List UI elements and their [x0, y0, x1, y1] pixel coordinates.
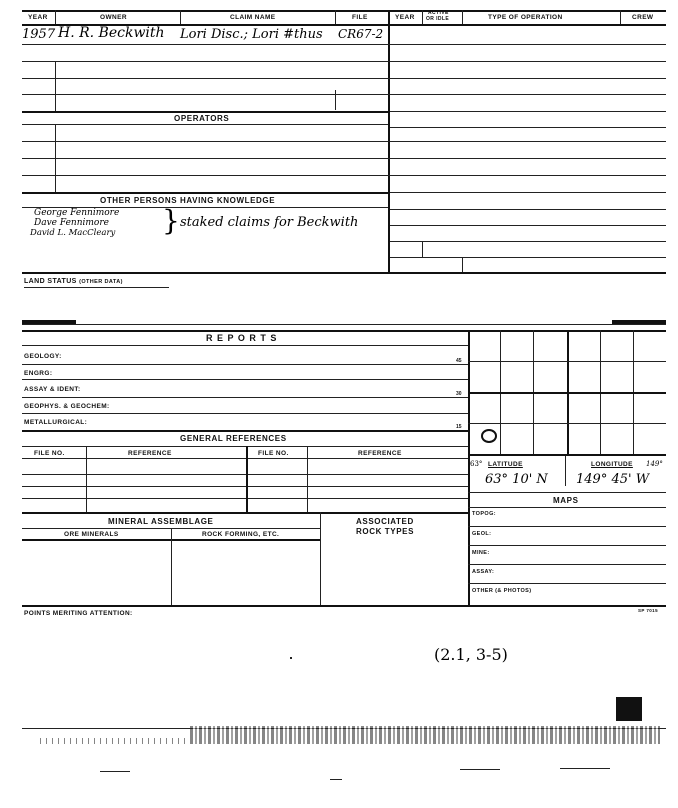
- report-engrg: ENGRG:: [24, 370, 53, 377]
- other-persons-title: OTHER PERSONS HAVING KNOWLEDGE: [100, 196, 276, 205]
- header-active: ACTIVE: [428, 10, 449, 16]
- person-1: George Fennimore: [34, 208, 120, 218]
- longitude-value: 149° 45' W: [576, 472, 650, 487]
- general-references-title: GENERAL REFERENCES: [180, 434, 287, 443]
- gr-header-reference-2: REFERENCE: [358, 450, 402, 457]
- points-meriting-attention: POINTS MERITING ATTENTION:: [24, 610, 133, 617]
- report-assay-num: 30: [456, 391, 462, 397]
- brace-mark: }: [162, 204, 180, 237]
- rock-forming-header: ROCK FORMING, ETC.: [202, 531, 280, 538]
- entry-file: CR67-2: [338, 27, 384, 41]
- persons-note: staked claims for Beckwith: [180, 215, 359, 230]
- header-file: FILE: [352, 14, 368, 21]
- gr-header-reference-1: REFERENCE: [128, 450, 172, 457]
- gr-header-file-no-1: FILE NO.: [34, 450, 65, 457]
- entry-owner: H. R. Beckwith: [58, 25, 165, 41]
- maps-mine: MINE:: [472, 550, 490, 556]
- handwritten-reference: (2.1, 3-5): [434, 645, 508, 664]
- scan-black-square: [616, 697, 642, 721]
- maps-other: OTHER (& PHOTOS): [472, 588, 532, 594]
- entry-claim-name: Lori Disc.; Lori #thus: [180, 27, 323, 42]
- person-2: Dave Fennimore: [34, 218, 109, 228]
- report-metallurgical: METALLURGICAL:: [24, 419, 88, 426]
- location-circle-marker: [481, 429, 497, 443]
- latitude-label: LATITUDE: [488, 461, 523, 468]
- header-crew: CREW: [632, 14, 654, 21]
- maps-topog: TOPOG:: [472, 511, 496, 517]
- report-geology: GEOLOGY:: [24, 353, 62, 360]
- report-metallurgical-num: 15: [456, 424, 462, 430]
- scan-speck: [290, 657, 292, 659]
- header-year-right: YEAR: [395, 14, 415, 21]
- scan-speck: [460, 769, 500, 770]
- operators-title: OPERATORS: [174, 114, 230, 123]
- entry-year: 1957: [22, 27, 56, 42]
- scan-noise-left: [40, 738, 190, 744]
- header-type-of-operation: TYPE OF OPERATION: [488, 14, 563, 21]
- longitude-suffix: 149°: [646, 460, 663, 468]
- maps-assay: ASSAY:: [472, 569, 495, 575]
- report-geology-num: 45: [456, 358, 462, 364]
- gr-header-file-no-2: FILE NO.: [258, 450, 289, 457]
- scan-speck: [560, 768, 610, 769]
- land-status-label: LAND STATUS (OTHER DATA): [24, 278, 123, 285]
- report-assay: ASSAY & IDENT:: [24, 386, 81, 393]
- ore-minerals-header: ORE MINERALS: [64, 531, 119, 538]
- header-claim-name: CLAIM NAME: [230, 14, 276, 21]
- scan-speck: [100, 771, 130, 772]
- latitude-prefix: 63°: [470, 460, 483, 468]
- maps-title: MAPS: [553, 496, 579, 505]
- associated-rock-types-line2: ROCK TYPES: [356, 527, 415, 536]
- longitude-label: LONGITUDE: [591, 461, 633, 468]
- scan-speck: [330, 779, 342, 780]
- header-or-idle: OR IDLE: [426, 16, 450, 22]
- latitude-value: 63° 10' N: [485, 472, 548, 487]
- form-code: SP 7015: [638, 608, 658, 613]
- associated-rock-types-line1: ASSOCIATED: [356, 517, 414, 526]
- header-year: YEAR: [28, 14, 48, 21]
- scan-noise-band: [190, 726, 660, 744]
- maps-geol: GEOL:: [472, 531, 492, 537]
- mineral-assemblage-title: MINERAL ASSEMBLAGE: [108, 517, 214, 526]
- reports-title: R E P O R T S: [206, 333, 278, 343]
- person-3: David L. MacCleary: [30, 228, 116, 238]
- report-geophys: GEOPHYS. & GEOCHEM:: [24, 403, 110, 410]
- header-owner: OWNER: [100, 14, 127, 21]
